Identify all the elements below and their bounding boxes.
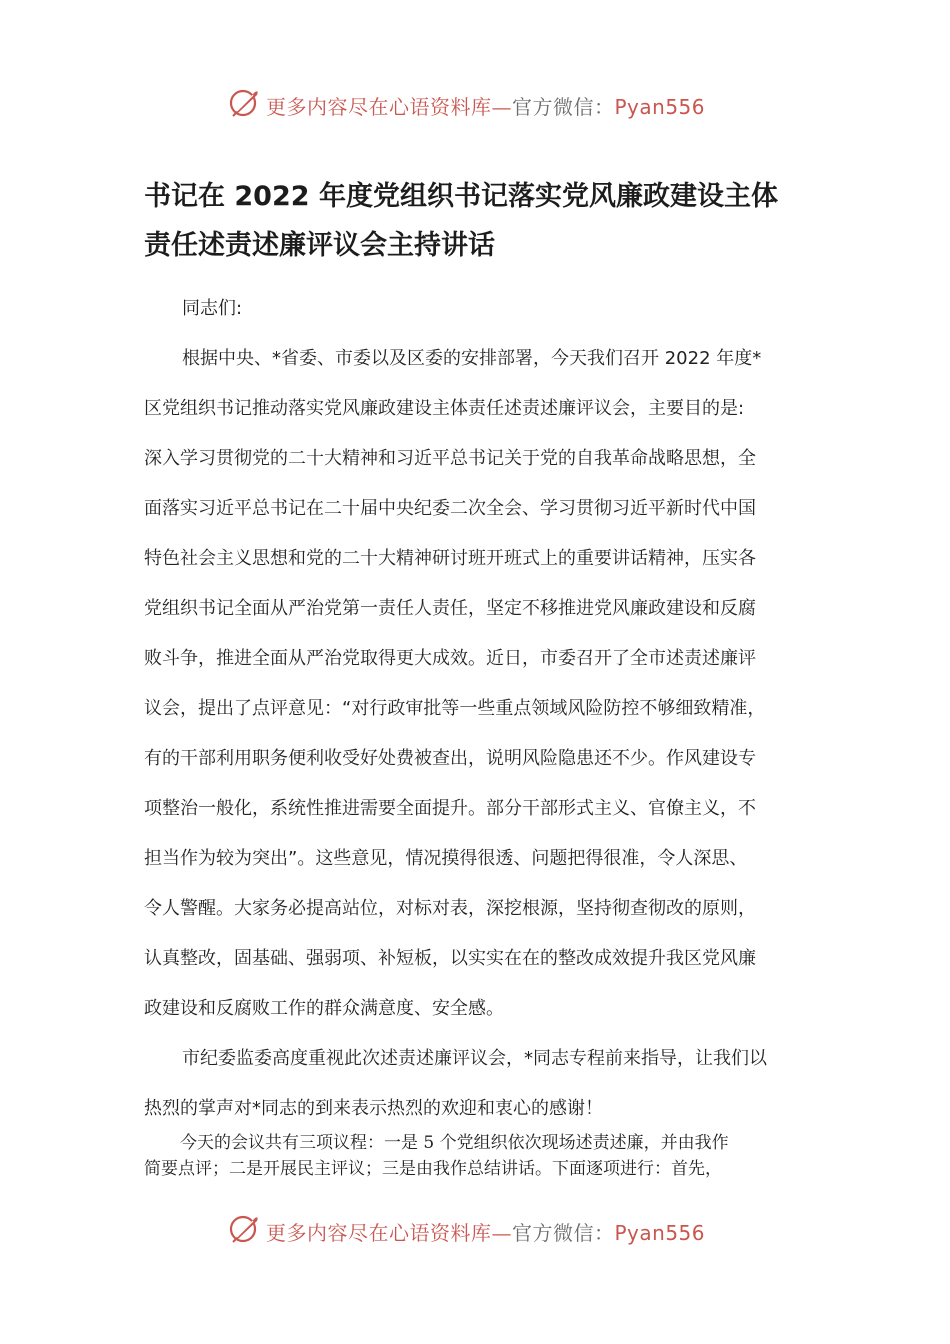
- paragraph-line: 特色社会主义思想和党的二十大精神研讨班开班式上的重要讲话精神，压实各: [144, 548, 756, 569]
- paragraph-line: 党组织书记全面从严治党第一责任人责任，坚定不移推进党风廉政建设和反腐: [144, 598, 756, 619]
- document-body: [144, 284, 814, 1134]
- banner-separator: —: [491, 1221, 512, 1245]
- body-paragraph-2: [144, 1034, 814, 1134]
- page-title: [144, 172, 824, 270]
- body-paragraph-1: [144, 334, 814, 1034]
- paragraph-line: 面落实习近平总书记在二十届中央纪委二次全会、学习贯彻习近平新时代中国: [144, 498, 756, 519]
- banner-site-name: 更多内容尽在心语资料库: [266, 1221, 492, 1245]
- title-line: 书记在 2022 年度党组织书记落实党风廉政建设主体: [144, 181, 778, 212]
- paragraph-line: 项整治一般化，系统性推进需要全面提升。部分干部形式主义、官僚主义，不: [144, 798, 756, 819]
- feather-pen-logo-icon: [228, 1212, 262, 1246]
- feather-pen-logo-icon: [228, 86, 262, 120]
- header-banner: [0, 84, 950, 124]
- paragraph-line: 有的干部利用职务便利收受好处费被查出，说明风险隐患还不少。作风建设专: [144, 748, 756, 769]
- paragraph-line: 区党组织书记推动落实党风廉政建设主体责任述责述廉评议会，主要目的是:: [144, 398, 745, 419]
- greeting-paragraph: [144, 284, 814, 334]
- banner-wechat-label: 官方微信：: [512, 1221, 615, 1245]
- paragraph-line: 简要点评；二是开展民主评议；三是由我作总结讲话。下面逐项进行：首先，: [144, 1159, 722, 1179]
- paragraph-line: 担当作为较为突出”。这些意见，情况摸得很透、问题把得很准，令人深思、: [144, 848, 748, 869]
- banner-text: [266, 1217, 705, 1246]
- paragraph-line: 令人警醒。大家务必提高站位，对标对表，深挖根源，坚持彻查彻改的原则，: [144, 898, 756, 919]
- banner-wechat-label: 官方微信：: [512, 95, 615, 119]
- banner-separator: —: [491, 95, 512, 119]
- greeting-line: 同志们:: [182, 298, 243, 319]
- paragraph-line: 政建设和反腐败工作的群众满意度、安全感。: [144, 998, 504, 1019]
- banner-site-name: 更多内容尽在心语资料库: [266, 95, 492, 119]
- body-paragraph-3: [144, 1130, 814, 1182]
- paragraph-line: 市纪委监委高度重视此次述责述廉评议会，*同志专程前来指导，让我们以: [182, 1048, 767, 1069]
- footer-banner: [0, 1210, 950, 1250]
- paragraph-line: 根据中央、*省委、市委以及区委的安排部署，今天我们召开 2022 年度*: [182, 348, 762, 369]
- banner-text: [266, 91, 705, 120]
- banner-wechat-id: Pyan556: [614, 1221, 706, 1245]
- paragraph-line: 深入学习贯彻党的二十大精神和习近平总书记关于党的自我革命战略思想，全: [144, 448, 756, 469]
- paragraph-line: 议会，提出了点评意见：“对行政审批等一些重点领域风险防控不够细致精准，: [144, 698, 766, 719]
- paragraph-line: 认真整改，固基础、强弱项、补短板，以实实在在的整改成效提升我区党风廉: [144, 948, 756, 969]
- title-line: 责任述责述廉评议会主持讲话: [144, 230, 495, 261]
- paragraph-line: 败斗争，推进全面从严治党取得更大成效。近日，市委召开了全市述责述廉评: [144, 648, 756, 669]
- paragraph-line: 今天的会议共有三项议程：一是 5 个党组织依次现场述责述廉，并由我作: [180, 1133, 729, 1153]
- paragraph-line: 热烈的掌声对*同志的到来表示热烈的欢迎和衷心的感谢！: [144, 1098, 603, 1119]
- banner-wechat-id: Pyan556: [614, 95, 706, 119]
